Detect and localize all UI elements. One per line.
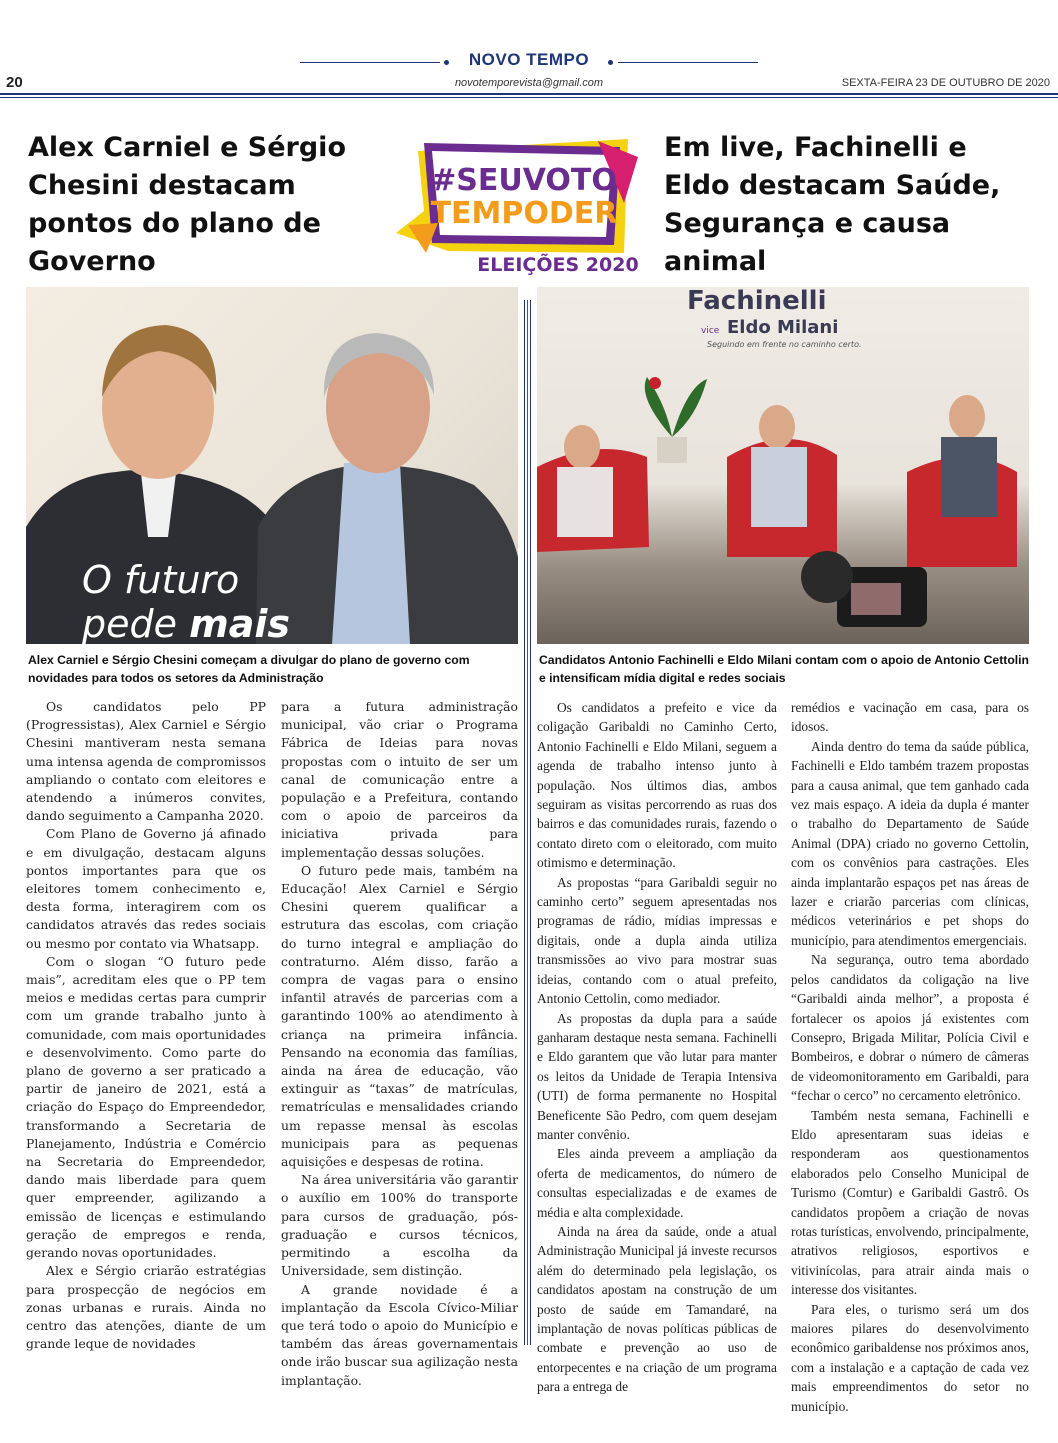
person-left-head	[564, 425, 600, 469]
camera-screen	[851, 583, 901, 615]
left-article-column-1	[26, 698, 266, 1353]
slogan-mais: mais	[189, 602, 290, 644]
camera-lens	[801, 551, 853, 603]
left-headline: Alex Carniel e Sérgio Chesini destacam pontos do plano de Governo	[28, 132, 346, 277]
candidates-photo-left	[26, 287, 518, 644]
masthead	[0, 0, 1058, 100]
header-dot-right	[608, 60, 613, 65]
paragraph: Também nesta semana, Fachinelli e Eldo apresentaram suas ideias e responderam aos questionamentos elaborados pelo Conselho Municipal de Turismo (Comtur) e Garibaldi Gastrô. Os candidatos propõem a criação de novas rotas turísticas, envolvendo, principalmente, atrativos religiosos, esportivos e vitivinícolas, para atrair ainda mais o interesse dos visitantes.	[791, 1107, 1029, 1298]
paragraph: Com Plano de Governo já afinado e em divulgação, destacam alguns pontos importantes para que os eleitores tomem conhecimento e, desta forma, interagirem com os candidatos através das redes sociais ou mesmo por contato via Whatsapp.	[26, 826, 266, 951]
banner-tagline: Seguindo em frente no caminho certo.	[707, 340, 862, 349]
person-center-head	[759, 405, 795, 449]
plant-flower	[649, 377, 661, 389]
header-rule	[0, 93, 1058, 95]
column-divider	[524, 300, 531, 1345]
slogan-pede: pede	[82, 602, 190, 644]
header-rule-right	[618, 62, 758, 63]
paragraph: Ainda na área da saúde, onde a atual Administração Municipal já investe recursos além do determinado pela legislação, os candidatos apostam na construção de um posto de saúde em Tamandaré, na implantação de novas políticas públicas de combate e prevenção ao uso de entorpecentes e na criação de um programa para a entrega de	[537, 1223, 777, 1395]
paragraph: Alex e Sérgio criarão estratégias para prospecção de negócios em zonas urbanas e rurais. Ainda no centro das atenções, diante de um grande leque de novidades	[26, 1263, 266, 1352]
paragraph: As propostas “para Garibaldi seguir no caminho certo” seguem apresentadas nos programas de rádio, mídias impressas e digitais, onde a dupla ainda utiliza transmissões ao vivo para mostrar suas ideias, contando com o atual prefeito, Antonio Cettolin, como mediador.	[537, 874, 777, 1007]
paragraph: Eles ainda preveem a ampliação da oferta de medicamentos, do número de consultas especializadas e de exames de média e alta complexidade.	[537, 1146, 777, 1220]
paragraph: Ainda dentro do tema da saúde pública, Fachinelli e Eldo também trazem propostas para a causa animal, que tem ganhado cada vez mais espaço. A ideia da dupla é manter o trabalho do Departamento de Saúde Animal (DPA) criado no governo Cettolin, com os convênios para castrações. Eles ainda implantarão espaços pet nas áreas de lazer e criarão parcerias com clínicas, médicos veterinários e pet shops do município, para atendimentos emergenciais.	[791, 738, 1029, 948]
logo-line2: TEMPODER	[430, 196, 618, 231]
man2-shirt	[332, 463, 410, 644]
publication-title: NOVO TEMPO	[468, 50, 590, 69]
live-broadcast-photo	[537, 287, 1029, 644]
candidates-illustration	[26, 287, 518, 644]
paragraph: para a futura administração municipal, vão criar o Programa Fábrica de Ideias para novas propostas com o intuito de ser um canal de comunicação entre a população e a Prefeitura, contando com o apoio de parceiros da iniciativa privada para implementação dessas soluções.	[281, 699, 518, 860]
person-center-body	[751, 447, 807, 527]
left-photo-caption: Alex Carniel e Sérgio Chesini começam a divulgar do plano de governo com novidades para todos os setores da Administração	[28, 653, 470, 685]
paragraph: Para eles, o turismo será um dos maiores pilares do desenvolvimento econômico garibaldense nos próximos anos, com a instalação e a captação de cada vez mais empreendimentos do setor no município.	[791, 1301, 1029, 1414]
slogan-line1: O futuro	[82, 558, 240, 602]
right-article-column-1	[537, 698, 777, 1397]
right-headline: Em live, Fachinelli e Eldo destacam Saúde, Segurança e causa animal	[664, 132, 1001, 277]
banner-name: Fachinelli	[687, 287, 827, 316]
right-photo-caption: Candidatos Antonio Fachinelli e Eldo Milani contam com o apoio de Antonio Cettolin e intensificam mídia digital e redes sociais	[539, 653, 1029, 685]
paragraph: As propostas da dupla para a saúde ganharam destaque nesta semana. Fachinelli e Eldo garantem que vão lutar para manter os leitos da Unidade de Terapia Intensiva (UTI) de forma permanente no Hospital Beneficente São Pedro, com quem desejam manter convênio.	[537, 1010, 777, 1142]
person-left-body	[557, 467, 613, 537]
logo-line3: ELEIÇÕES 2020	[477, 254, 639, 276]
paragraph: A grande novidade é a implantação da Escola Cívico-Miliar que terá todo o apoio do Município e também das áreas governamentais onde irão buscar sua agilização nesta implantação.	[281, 1281, 518, 1388]
left-article-column-2	[281, 698, 518, 1390]
right-article-column-2	[791, 698, 1029, 1416]
paragraph: Os candidatos pelo PP (Progressistas), Alex Carniel e Sérgio Chesini mantiveram nesta semana uma intensa agenda de compromissos ampliando o contato com eleitores e atendendo a inúmeros convites, dando seguimento a Campanha 2020.	[26, 699, 266, 824]
paragraph: remédios e vacinação em casa, para os idosos.	[791, 700, 1029, 735]
paragraph: O futuro pede mais, também na Educação! Alex Carniel e Sérgio Chesini querem qualificar a estrutura das escolas, com criação do turno integral e ampliação do contraturno. Além disso, farão a compra de vagas para o ensino infantil através de parcerias com a garantindo 100% ao atendimento à criança na primeira infância. Pensando na economia das famílias, ainda na área de educação, vão extinguir as “taxas” de matrículas, rematrículas e mensalidades criando um repasse mensal às escolas municipais para as pequenas aquisições e despesas de rotina.	[281, 862, 518, 1170]
slogan-line2	[81, 602, 290, 644]
header-rule-thin	[0, 97, 1058, 98]
issue-date: SEXTA-FEIRA 23 DE OUTUBRO DE 2020	[841, 77, 1050, 89]
person-right-head	[949, 395, 985, 439]
person-right-body	[941, 437, 997, 517]
banner-vice-label: vice	[701, 326, 720, 336]
campaign-logo	[388, 133, 658, 283]
plant-pot	[657, 437, 687, 463]
paragraph: Na área universitária vão garantir o auxílio em 100% do transporte para cursos de graduação, pós-graduação e cursos técnicos, permitindo a escolha da Universidade, sem distinção.	[281, 1172, 518, 1279]
live-broadcast-illustration	[537, 287, 1029, 644]
paragraph: Na segurança, outro tema abordado pelos candidatos da coligação na live “Garibaldi ainda melhor”, a proposta é fortalecer os apoios já existentes com Consepro, Brigada Militar, Polícia Civil e Bombeiros, e dobrar o número de câmeras de videomonitoramento em Garibaldi, para “fechar o cerco” no cercamento eletrônico.	[791, 952, 1029, 1104]
logo-line1: #SEUVOTO	[431, 163, 617, 198]
email-address: novotemporevista@gmail.com	[454, 77, 604, 89]
paragraph: Com o slogan “O futuro pede mais”, acreditam eles que o PP tem meios e medidas certas para cumprir com um grande trabalho junto à comunidade, com mais oportunidades e desenvolvimento. Como parte do plano de governo a ser praticado a partir de janeiro de 2021, está a criação do Espaço do Empreendedor, transformando a Secretaria de Planejamento, Indústria e Comércio na Secretaria do Empreendedor, dando mais liberdade para quem quer empreender, agilizando a emissão de licenças e estimulando geração de empregos e renda, gerando novas oportunidades.	[26, 953, 266, 1261]
banner-vice-name: Eldo Milani	[727, 317, 839, 338]
page-number: 20	[6, 74, 23, 91]
paragraph: Os candidatos a prefeito e vice da coligação Garibaldi no Caminho Certo, Antonio Fachinelli e Eldo Milani, seguem a agenda de trabalho intenso junto à população. Nos últimos dias, ambos seguiram as visitas percorrendo as ruas dos bairros e das comunidades rurais, fazendo o contato direto com o eleitorado, com muito otimismo e determinação.	[537, 700, 777, 871]
